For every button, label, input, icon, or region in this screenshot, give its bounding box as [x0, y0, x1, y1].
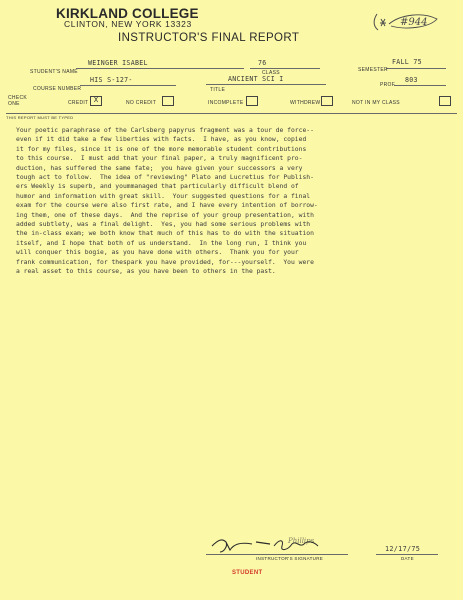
semester-line [386, 68, 446, 69]
course-number-line [80, 85, 176, 86]
college-address: CLINTON, NEW YORK 13323 [64, 19, 192, 29]
semester-label: SEMESTER [358, 67, 388, 73]
credit-check-mark: X [93, 96, 99, 104]
semester-value: FALL 75 [392, 58, 422, 66]
no-credit-label: NO CREDIT [126, 100, 157, 106]
date-line [376, 554, 438, 555]
body-line: humor and information with great skill. Your suggested questions for a final [16, 192, 311, 200]
body-line: will conquer this bogie, as you have done with others. Thank you for your [16, 249, 299, 257]
course-title-label: TITLE [210, 87, 226, 93]
class-value: 76 [258, 59, 267, 67]
body-line: added subtlety, was a final delight. Yes, you had some serious problems with [16, 221, 311, 229]
handwritten-reference-number [371, 10, 443, 32]
body-line: exam for the course were also first rate, and I have every intention of borrow- [16, 202, 318, 210]
withdrew-checkbox[interactable] [321, 96, 333, 106]
class-label: CLASS [262, 70, 280, 76]
body-line: a real asset to this course, as you have been to others in the past. [16, 268, 276, 276]
signature-line [206, 554, 348, 555]
course-number-value: HIS S-127- [90, 76, 133, 84]
no-credit-checkbox[interactable] [162, 96, 174, 106]
handwritten-ref-text: #944 [400, 17, 428, 28]
prof-label: PROF [380, 82, 396, 88]
course-title-value: ANCIENT SCI I [228, 75, 284, 83]
report-title: INSTRUCTOR'S FINAL REPORT [118, 32, 300, 44]
course-number-label: COURSE NUMBER [33, 86, 82, 92]
body-line: ing them, one of these days. And the reprise of your group presentation, with [16, 211, 314, 219]
body-line: tough act to follow. The idea of "reviewing" Plato and Lucretius for Publish- [16, 174, 314, 182]
prof-value: 803 [405, 76, 418, 84]
copy-designation: STUDENT [232, 570, 263, 576]
check-one-label: CHECK ONE [8, 95, 28, 107]
section-divider [6, 113, 457, 114]
student-name-value: WEINGER ISABEL [88, 59, 148, 67]
class-line [250, 68, 320, 69]
body-line: ers Weekly is superb, and yoummanaged that particularly difficult blend of [16, 183, 299, 191]
not-in-class-label: NOT IN MY CLASS [352, 100, 400, 106]
body-line: even if it did take a few liberties with facts. I have, as you know, copied [16, 136, 307, 144]
signature-label: INSTRUCTOR'S SIGNATURE [256, 556, 324, 561]
body-line: it for my files, since it is one of the more memorable student contributions [16, 145, 307, 153]
prof-line [394, 85, 446, 86]
body-line: to this course. I must add that your final paper, a truly magnificent pro- [16, 155, 303, 163]
student-name-label: STUDENT'S NAME [30, 69, 78, 75]
date-label: DATE [401, 556, 414, 561]
typed-note: THIS REPORT MUST BE TYPED [6, 115, 74, 120]
instructor-signature [204, 532, 354, 556]
college-name: KIRKLAND COLLEGE [56, 6, 199, 21]
incomplete-label: INCOMPLETE [208, 100, 244, 106]
date-value: 12/17/75 [385, 545, 421, 553]
signature-text: Phillips [288, 537, 315, 545]
not-in-class-checkbox[interactable] [439, 96, 451, 106]
body-line: Your poetic paraphrase of the Carlsberg papyrus fragment was a tour de force-- [16, 127, 314, 134]
body-line: the in-class exam; we both know that much of this has to do with the situation [16, 230, 314, 238]
report-body [16, 126, 448, 277]
course-title-line [206, 84, 326, 85]
body-line: frank communication, for thespark you have provided, for---yourself. You were [16, 258, 314, 266]
incomplete-checkbox[interactable] [246, 96, 258, 106]
credit-label: CREDIT [68, 100, 89, 106]
student-name-line [76, 68, 244, 69]
withdrew-label: WITHDREW [290, 100, 321, 106]
body-line: duction, has suffered the same fate; you have given your successors a very [16, 164, 303, 172]
body-line: itself, and I hope that both of us understand. In the long run, I think you [16, 239, 307, 247]
